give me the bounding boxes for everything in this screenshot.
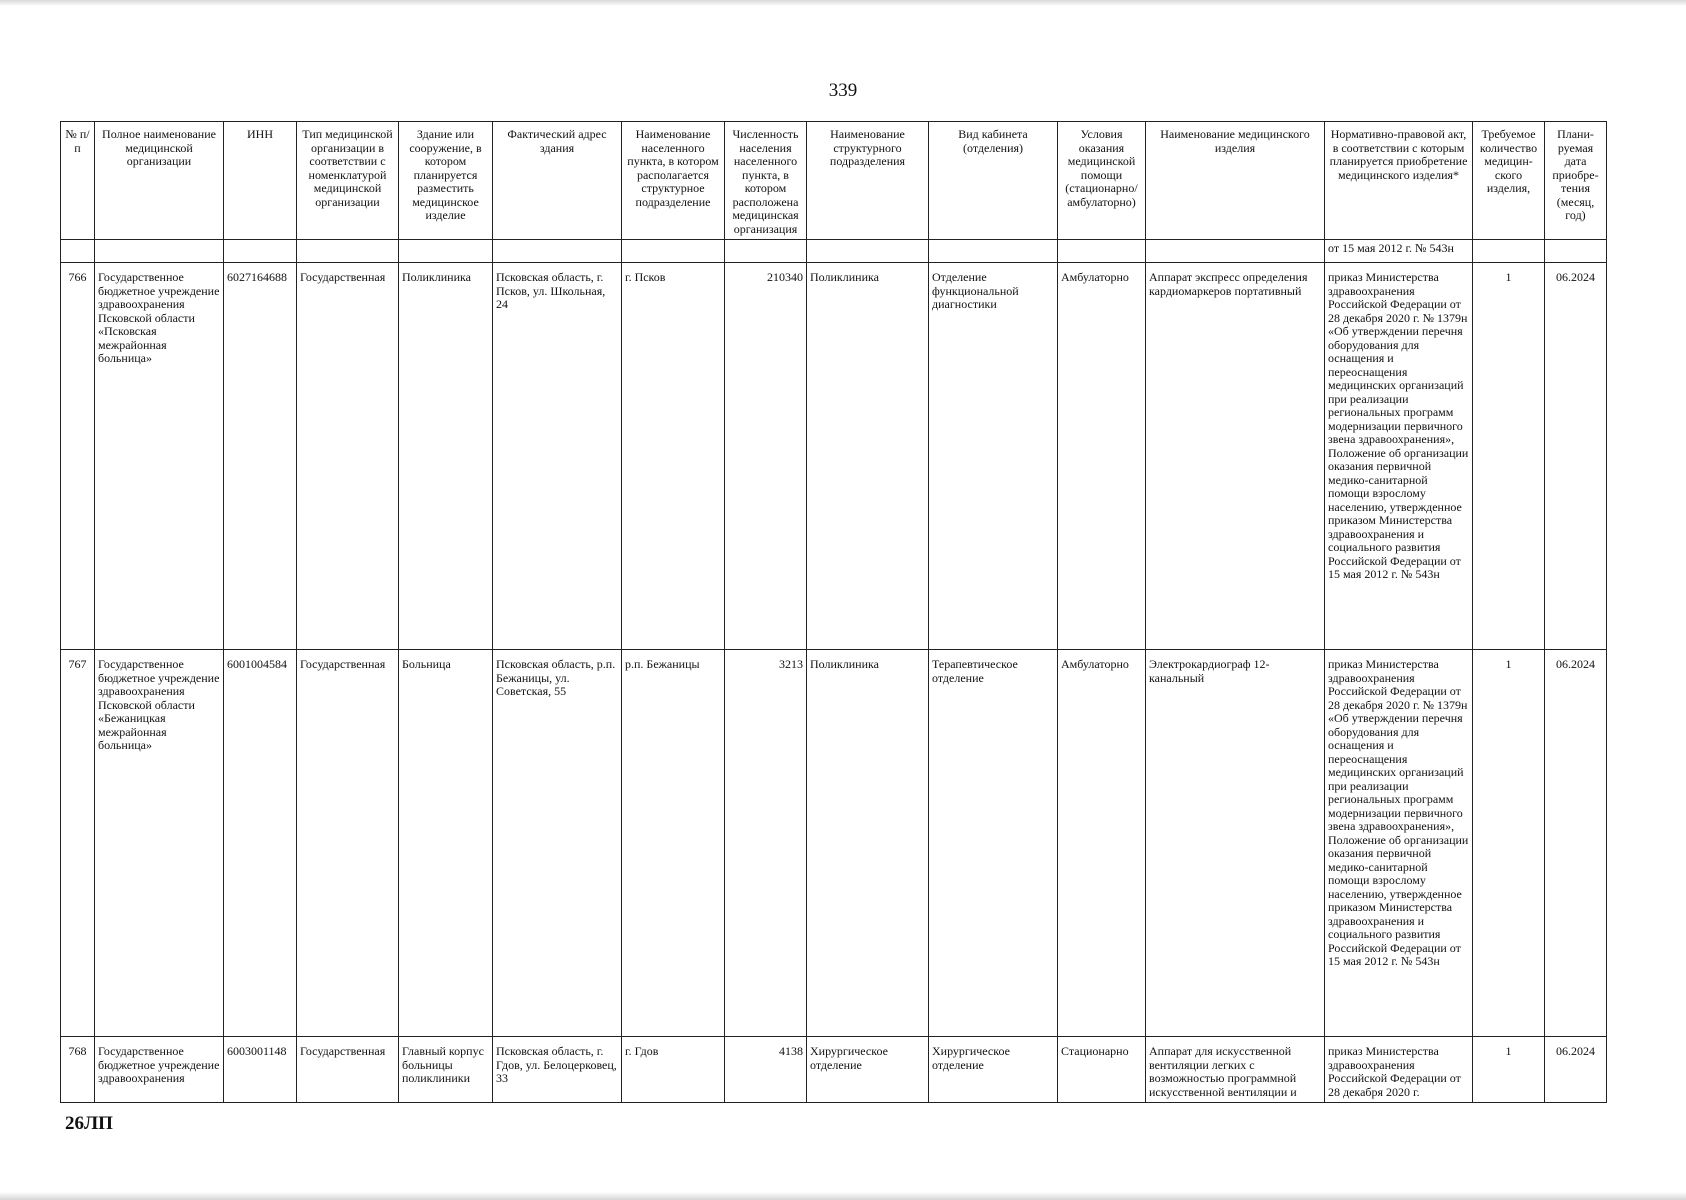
- continuation-row: [61, 240, 1607, 263]
- row-cabinet: Терапевтическое отделение: [929, 650, 1058, 1037]
- row-type: Государственная: [297, 1037, 399, 1103]
- table-row: [61, 263, 1607, 650]
- row-unit: Хирургическое отделение: [807, 1037, 929, 1103]
- scan-edge-top: [0, 0, 1686, 6]
- header-num: № п/п: [61, 122, 95, 240]
- footer-code: 26ЛП: [65, 1113, 113, 1134]
- header-locality: Наименование населенного пункта, в котором располагается структурное подразделение: [622, 122, 725, 240]
- row-act: приказ Министерства здравоохранения Российской Федерации от 28 декабря 2020 г. № 1379н «Об утверждении перечня оборудования для оснащения и переоснащения медицинских организаций при реализации региональных программ модернизации первичного звена здравоохранения», Положение об организации оказания первичной медико-санитарной помощи взрослому населению, утвержденное приказом Министерства здравоохранения и социального развития Российской Федерации от 15 мая 2012 г. № 543н: [1325, 650, 1473, 1037]
- header-population: Численность населения населенного пункта, в котором расположена медицинская организация: [725, 122, 807, 240]
- header-org: Полное наименование медицинской организации: [95, 122, 224, 240]
- row-device: Аппарат экспресс определения кардиомаркеров портативный: [1146, 263, 1325, 650]
- row-address: Псковская область, г. Гдов, ул. Белоцерковец, 33: [493, 1037, 622, 1103]
- row-building: Больница: [399, 650, 493, 1037]
- row-org: Государственное бюджетное учреждение здравоохранения Псковской области «Псковская межрайонная больница»: [95, 263, 224, 650]
- row-conditions: Амбулаторно: [1058, 263, 1146, 650]
- header-type: Тип медицинской организации в соответствии с номенклатурой медицинской организации: [297, 122, 399, 240]
- row-num: 768: [61, 1037, 95, 1103]
- row-num: 767: [61, 650, 95, 1037]
- row-device: Электрокардиограф 12-канальный: [1146, 650, 1325, 1037]
- row-date: 06.2024: [1545, 650, 1607, 1037]
- row-cabinet: Отделение функциональной диагностики: [929, 263, 1058, 650]
- row-device: Аппарат для искусственной вентиляции легких с возможностью программной искусственной вентиляции и: [1146, 1037, 1325, 1103]
- row-quantity: 1: [1473, 650, 1545, 1037]
- row-date: 06.2024: [1545, 263, 1607, 650]
- row-inn: 6027164688: [224, 263, 297, 650]
- row-unit: Поликлиника: [807, 263, 929, 650]
- row-building: Поликлиника: [399, 263, 493, 650]
- row-conditions: Амбулаторно: [1058, 650, 1146, 1037]
- row-population: 210340: [725, 263, 807, 650]
- row-num: 766: [61, 263, 95, 650]
- page-number: 339: [828, 80, 858, 101]
- row-inn: 6003001148: [224, 1037, 297, 1103]
- row-locality: г. Псков: [622, 263, 725, 650]
- row-population: 4138: [725, 1037, 807, 1103]
- row-unit: Поликлиника: [807, 650, 929, 1037]
- row-quantity: 1: [1473, 263, 1545, 650]
- medical-equipment-table: [60, 121, 1607, 1103]
- row-type: Государственная: [297, 263, 399, 650]
- header-act: Нормативно-правовой акт, в соответствии с которым планируется приобретение медицинского изделия*: [1325, 122, 1473, 240]
- header-building: Здание или сооружение, в котором планируется разместить медицинское изделие: [399, 122, 493, 240]
- header-inn: ИНН: [224, 122, 297, 240]
- row-population: 3213: [725, 650, 807, 1037]
- continuation-act: от 15 мая 2012 г. № 543н: [1325, 240, 1473, 263]
- row-act: приказ Министерства здравоохранения Российской Федерации от 28 декабря 2020 г.: [1325, 1037, 1473, 1103]
- row-date: 06.2024: [1545, 1037, 1607, 1103]
- row-org: Государственное бюджетное учреждение здравоохранения: [95, 1037, 224, 1103]
- table-row: [61, 650, 1607, 1037]
- row-building: Главный корпус больницы поликлиники: [399, 1037, 493, 1103]
- header-date: Плани-руемая дата приобре-тения (месяц, год): [1545, 122, 1607, 240]
- row-act: приказ Министерства здравоохранения Российской Федерации от 28 декабря 2020 г. № 1379н «Об утверждении перечня оборудования для оснащения и переоснащения медицинских организаций при реализации региональных программ модернизации первичного звена здравоохранения», Положение об организации оказания первичной медико-санитарной помощи взрослому населению, утвержденное приказом Министерства здравоохранения и социального развития Российской Федерации от 15 мая 2012 г. № 543н: [1325, 263, 1473, 650]
- row-quantity: 1: [1473, 1037, 1545, 1103]
- row-locality: г. Гдов: [622, 1037, 725, 1103]
- row-address: Псковская область, г. Псков, ул. Школьная, 24: [493, 263, 622, 650]
- row-org: Государственное бюджетное учреждение здравоохранения Псковской области «Бежаницкая межрайонная больница»: [95, 650, 224, 1037]
- row-address: Псковская область, р.п. Бежаницы, ул. Советская, 55: [493, 650, 622, 1037]
- scan-edge-bottom: [0, 1192, 1686, 1200]
- header-cabinet: Вид кабинета (отделения): [929, 122, 1058, 240]
- table-header-row: [61, 122, 1607, 240]
- row-type: Государственная: [297, 650, 399, 1037]
- row-locality: р.п. Бежаницы: [622, 650, 725, 1037]
- header-unit: Наименование структурного подразделения: [807, 122, 929, 240]
- row-conditions: Стационарно: [1058, 1037, 1146, 1103]
- header-device: Наименование медицинского изделия: [1146, 122, 1325, 240]
- header-quantity: Требуемое количество медицин-ского изделия,: [1473, 122, 1545, 240]
- header-address: Фактический адрес здания: [493, 122, 622, 240]
- table-row: [61, 1037, 1607, 1103]
- row-cabinet: Хирургическое отделение: [929, 1037, 1058, 1103]
- header-conditions: Условия оказания медицинской помощи (стационарно/ амбулаторно): [1058, 122, 1146, 240]
- row-inn: 6001004584: [224, 650, 297, 1037]
